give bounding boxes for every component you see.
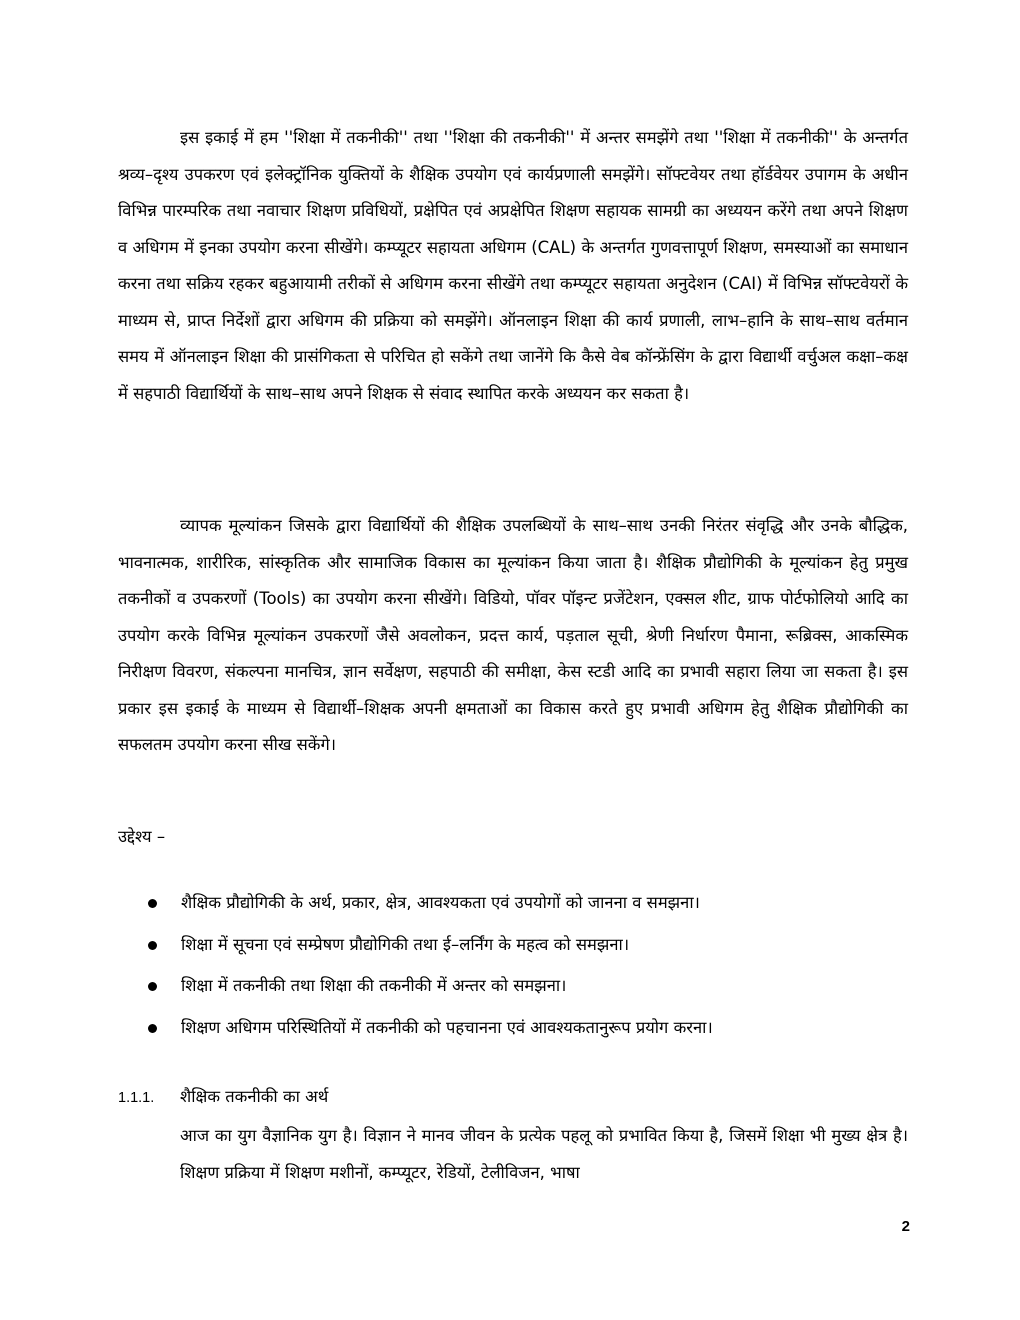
intro-paragraph: इस इकाई में हम ''शिक्षा में तकनीकी'' तथा ''शिक्षा की तकनीकी'' में अन्तर समझेंगे तथा ''शिक्षा में तकनीकी'' के अन्तर्गत श्रव्य–दृश्य उपकरण एवं इलेक्ट्रॉनिक युक्तियों के शैक्षिक उपयोग एवं कार्यप्रणाली समझेंगे। सॉफ्टवेयर तथा हॉर्डवेयर उपागम के अधीन विभिन्न पारम्परिक तथा नवाचार शिक्षण प्रविधियों, प्रक्षेपित एवं अप्रक्षेपित शिक्षण सहायक सामग्री का अध्ययन करेंगे तथा अपने शिक्षण व अधिगम में इनका उपयोग करना सीखेंगे। कम्प्यूटर सहायता अधिगम (CAL) के अन्तर्गत गुणवत्तापूर्ण शिक्षण, समस्याओं का समाधान करना तथा सक्रिय रहकर बहुआयामी तरीकों से अधिगम करना सीखेंगे तथा कम्प्यूटर सहायता अनुदेशन (CAI) में विभिन्न सॉफ्टवेयरों के माध्यम से, प्राप्त निर्देशों द्वारा अधिगम की प्रक्रिया को समझेंगे। ऑनलाइन शिक्षा की कार्य प्रणाली, लाभ–हानि के साथ–साथ वर्तमान समय में ऑनलाइन शिक्षा की प्रासंगिकता से परिचित हो सकेंगे तथा जानेंगे कि कैसे वेब कॉन्फ्रेंसिंग के द्वारा विद्यार्थी वर्चुअल कक्षा–कक्ष में सहपाठी विद्यार्थियों के साथ–साथ अपने शिक्षक से संवाद स्थापित करके अध्ययन कर सकता है। [118, 128, 908, 403]
objective-text: शिक्षण अधिगम परिस्थितियों में तकनीकी को पहचानना एवं आवश्यकतानुरूप प्रयोग करना। [181, 1017, 713, 1037]
bullet-icon [148, 982, 157, 991]
list-item [144, 924, 904, 966]
list-item [144, 882, 904, 924]
objective-text: शैक्षिक प्रौद्योगिकी के अर्थ, प्रकार, क्षेत्र, आवश्यकता एवं उपयोगों को जानना व समझना। [181, 893, 700, 912]
objectives-heading: उद्देश्य – [118, 827, 166, 846]
objectives-list [144, 882, 904, 1048]
section-paragraph: आज का युग वैज्ञानिक युग है। विज्ञान ने मानव जीवन के प्रत्येक पहलू को प्रभावित किया है, जिसमें शिक्षा भी मुख्य क्षेत्र है। शिक्षण प्रक्रिया में शिक्षण मशीनों, कम्प्यूटर, रेडियों, टेलीविजन, भाषा [180, 1126, 908, 1182]
bullet-icon [148, 941, 157, 950]
page-number: 2 [901, 1218, 910, 1235]
section-heading [118, 1084, 328, 1111]
list-item [144, 965, 904, 1007]
section-number: 1.1.1. [118, 1090, 155, 1106]
bullet-icon [148, 1024, 157, 1033]
objective-text: शिक्षा में सूचना एवं सम्प्रेषण प्रौद्योगिकी तथा ई–लर्निंग के महत्व को समझना। [181, 934, 630, 954]
section-title: शैक्षिक तकनीकी का अर्थ [180, 1087, 329, 1106]
objective-text: शिक्षा में तकनीकी तथा शिक्षा की तकनीकी में अन्तर को समझना। [181, 976, 567, 995]
list-item [144, 1007, 904, 1049]
bullet-icon [148, 899, 157, 908]
evaluation-paragraph: व्यापक मूल्यांकन जिसके द्वारा विद्यार्थियों की शैक्षिक उपलब्धियों के साथ–साथ उनकी निरंतर संवृद्धि और उनके बौद्धिक, भावनात्मक, शारीरिक, सांस्कृतिक और सामाजिक विकास का मूल्यांकन किया जाता है। शैक्षिक प्रौद्योगिकी के मूल्यांकन हेतु प्रमुख तकनीकों व उपकरणों (Tools) का उपयोग करना सीखेंगे। विडियो, पॉवर पॉइन्ट प्रजेंटेशन, एक्सल शीट, ग्राफ पोर्टफोलियो आदि का उपयोग करके विभिन्न मूल्यांकन उपकरणों जैसे अवलोकन, प्रदत्त कार्य, पड़ताल सूची, श्रेणी निर्धारण पैमाना, रूब्रिक्स, आकस्मिक निरीक्षण विवरण, संकल्पना मानचित्र, ज्ञान सर्वेक्षण, सहपाठी की समीक्षा, केस स्टडी आदि का प्रभावी सहारा लिया जा सकता है। इस प्रकार इस इकाई के माध्यम से विद्यार्थी–शिक्षक अपनी क्षमताओं का विकास करते हुए प्रभावी अधिगम हेतु शैक्षिक प्रौद्योगिकी का सफलतम उपयोग करना सीख सकेंगे। [118, 516, 908, 754]
